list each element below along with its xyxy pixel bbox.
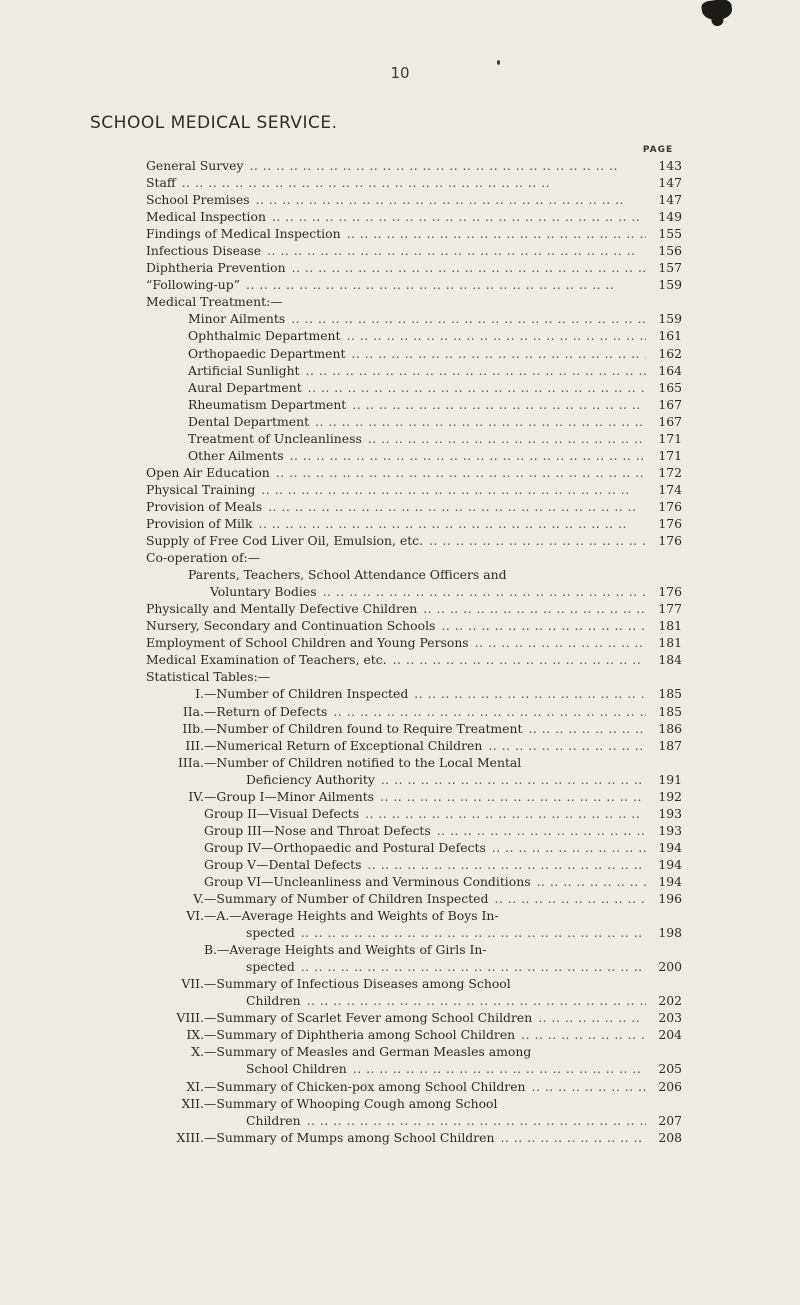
dot-leader	[347, 1060, 646, 1077]
toc-entry-title: Provision of Milk	[146, 515, 253, 531]
toc-entry-page: 176	[658, 498, 682, 514]
dot-leader	[362, 430, 646, 447]
dot-leader	[361, 856, 646, 873]
toc-entry-title: Employment of School Children and Young Persons	[146, 635, 469, 651]
dot-leader	[531, 1043, 646, 1060]
toc-entry-title: School Children	[246, 1061, 347, 1077]
toc-entry	[146, 566, 686, 583]
dot-leader	[522, 720, 646, 737]
toc-entry	[146, 464, 686, 481]
toc-entry-page	[646, 975, 686, 992]
toc-entry-number: IX.	[186, 1027, 204, 1043]
toc-entry-page: 167	[658, 396, 682, 412]
toc-entry	[146, 191, 686, 208]
toc-entry	[146, 242, 686, 259]
toc-entry-title: —Summary of Whooping Cough among School	[204, 1095, 498, 1111]
toc-entry	[146, 413, 686, 430]
dot-leader	[521, 754, 646, 771]
dot-leader	[341, 225, 646, 242]
toc-entry-number: VI.	[186, 908, 204, 924]
toc-entry-title: Physical Training	[146, 481, 256, 497]
toc-entry-number: V.	[193, 891, 204, 907]
dot-leader	[515, 1026, 646, 1043]
toc-entry-title: spected	[246, 925, 295, 941]
toc-entry-title: Rheumatism Department	[188, 396, 347, 412]
toc-entry-page: 202	[658, 993, 682, 1009]
toc-entry	[146, 1078, 686, 1095]
toc-entry-title: Dental Department	[188, 413, 310, 429]
toc-entry-number: XIII.	[176, 1129, 204, 1145]
toc-entry-title: —Summary of Infectious Diseases among School	[204, 976, 511, 992]
toc-entry-page: 155	[658, 226, 682, 242]
page-column-header: PAGE	[642, 145, 674, 155]
toc-entry-title: Children	[246, 1112, 301, 1128]
toc-entry	[146, 771, 686, 788]
dot-leader	[532, 1009, 646, 1026]
toc-entry	[146, 1060, 686, 1077]
toc-entry-page: 177	[658, 601, 682, 617]
dot-leader	[526, 1078, 646, 1095]
table-of-contents	[146, 157, 686, 1146]
toc-entry-title: Children	[246, 993, 301, 1009]
dot-leader	[317, 583, 646, 600]
toc-entry-number: X.	[191, 1044, 204, 1060]
dot-leader	[253, 515, 647, 532]
toc-entry-title: Treatment of Uncleanliness	[188, 430, 362, 446]
toc-entry-page: 156	[658, 243, 682, 259]
toc-entry-page: 176	[658, 515, 682, 531]
toc-entry	[146, 447, 686, 464]
toc-entry-title: Group II—Visual Defects	[204, 805, 360, 821]
page-number: 10	[390, 64, 410, 82]
toc-entry-number: IIIa.	[177, 754, 204, 770]
dot-leader	[435, 617, 646, 634]
toc-entry	[146, 856, 686, 873]
toc-entry	[146, 481, 686, 498]
toc-entry-page: 143	[658, 158, 682, 173]
dot-leader	[531, 873, 646, 890]
toc-entry-title: Artificial Sunlight	[188, 362, 300, 378]
dot-leader	[261, 242, 646, 259]
toc-entry	[146, 430, 686, 447]
toc-entry-title: spected	[246, 959, 295, 975]
toc-entry-page: 184	[658, 652, 682, 668]
dot-leader	[301, 1112, 646, 1129]
toc-entry-title: —Return of Defects	[204, 703, 328, 719]
dot-leader	[486, 839, 646, 856]
toc-entry-page: 185	[658, 703, 682, 719]
toc-entry	[146, 1095, 686, 1112]
dot-leader	[250, 191, 646, 208]
toc-entry-page: 165	[658, 379, 682, 395]
toc-entry-page	[646, 549, 686, 566]
dot-leader	[309, 413, 646, 430]
toc-entry	[146, 822, 686, 839]
toc-entry-page: 194	[658, 839, 682, 855]
toc-entry-title: Physically and Mentally Defective Children	[146, 601, 418, 617]
toc-entry	[146, 208, 686, 225]
toc-entry	[146, 1112, 686, 1129]
toc-entry-page: 176	[658, 584, 682, 600]
toc-entry-page: 171	[658, 447, 682, 463]
toc-entry-page: 187	[658, 737, 682, 753]
dot-leader	[359, 805, 646, 822]
toc-entry	[146, 327, 686, 344]
toc-entry-page: 159	[658, 311, 682, 327]
toc-entry-title: —Number of Children Inspected	[204, 686, 409, 702]
toc-entry-title: Nursery, Secondary and Continuation Schools	[146, 618, 436, 634]
toc-entry-title: —Summary of Mumps among School Children	[204, 1129, 495, 1145]
dot-leader	[286, 259, 646, 276]
dot-leader	[469, 634, 646, 651]
toc-entry	[146, 498, 686, 515]
toc-entry-number: VIII.	[176, 1010, 204, 1026]
toc-entry-page: 194	[658, 873, 682, 889]
toc-entry-page: 203	[658, 1010, 682, 1026]
dot-leader	[284, 447, 646, 464]
toc-entry-page: 172	[658, 464, 682, 480]
dot-leader	[266, 208, 646, 225]
toc-entry-number: IV.	[188, 788, 204, 804]
toc-entry-page: 196	[658, 891, 682, 907]
toc-entry-page: 147	[658, 192, 682, 208]
toc-entry-page: 176	[658, 533, 682, 549]
dot-leader	[346, 396, 646, 413]
toc-entry-page: 194	[658, 856, 682, 872]
toc-entry-title: Staff	[146, 175, 176, 191]
toc-entry-title: Voluntary Bodies	[210, 584, 317, 600]
toc-entry-page: 181	[658, 618, 682, 634]
toc-entry-title: Ophthalmic Department	[188, 328, 341, 344]
toc-entry-title: —Group I—Minor Ailments	[204, 788, 375, 804]
toc-entry-page: 174	[658, 481, 682, 497]
toc-entry-title: —Summary of Diphtheria among School Children	[204, 1027, 516, 1043]
toc-entry-title: Group III—Nose and Throat Defects	[204, 822, 431, 838]
toc-entry	[146, 174, 686, 191]
dot-leader	[497, 1095, 646, 1112]
toc-entry	[146, 754, 686, 771]
toc-entry-title: Supply of Free Cod Liver Oil, Emulsion, etc.	[146, 533, 424, 549]
toc-entry	[146, 259, 686, 276]
toc-entry	[146, 703, 686, 720]
toc-entry-page	[646, 1043, 686, 1060]
toc-entry	[146, 396, 686, 413]
toc-entry	[146, 225, 686, 242]
toc-entry-number: VII.	[181, 976, 204, 992]
toc-entry	[146, 651, 686, 668]
dot-leader	[176, 174, 646, 191]
dot-leader	[295, 924, 646, 941]
toc-entry	[146, 617, 686, 634]
toc-entry-title: Medical Treatment:—	[146, 294, 283, 310]
toc-entry-title: —Number of Children found to Require Treatment	[204, 720, 523, 736]
dot-leader	[301, 992, 646, 1009]
toc-entry-page: 200	[658, 959, 682, 975]
dot-leader	[487, 941, 646, 958]
toc-entry-title: Infectious Disease	[146, 243, 262, 259]
toc-entry-page	[646, 1095, 686, 1112]
toc-entry-page: 164	[658, 362, 682, 378]
dot-leader	[507, 566, 646, 583]
toc-entry-number: XII.	[181, 1095, 204, 1111]
toc-entry-page: 161	[658, 328, 682, 344]
dot-leader	[375, 771, 646, 788]
toc-entry	[146, 634, 686, 651]
toc-entry-page: 208	[658, 1129, 682, 1145]
toc-entry-title: Parents, Teachers, School Attendance Officers and	[188, 567, 507, 583]
toc-entry-page: 193	[658, 822, 682, 838]
dot-leader	[511, 975, 646, 992]
toc-entry-title: Group IV—Orthopaedic and Postural Defects	[204, 839, 486, 855]
toc-entry-title: School Premises	[146, 192, 250, 208]
dot-leader	[341, 327, 647, 344]
toc-entry	[146, 685, 686, 702]
toc-entry	[146, 924, 686, 941]
toc-entry-number: IIa.	[182, 703, 204, 719]
toc-entry-page	[646, 668, 686, 685]
dot-leader	[494, 1129, 646, 1146]
toc-entry-title: Deficiency Authority	[246, 771, 375, 787]
toc-entry-title: Orthopaedic Department	[188, 345, 346, 361]
dot-leader	[260, 549, 646, 566]
toc-entry-page: 167	[658, 413, 682, 429]
toc-entry-title: B.—Average Heights and Weights of Girls In-	[204, 942, 487, 958]
toc-entry-page: 147	[658, 175, 682, 191]
toc-entry	[146, 345, 686, 362]
toc-entry-title: —Summary of Measles and German Measles among	[204, 1044, 532, 1060]
dot-leader	[243, 157, 646, 174]
toc-entry	[146, 583, 686, 600]
toc-entry-page: 162	[658, 345, 682, 361]
dot-leader	[431, 822, 646, 839]
toc-entry	[146, 600, 686, 617]
dot-leader	[499, 907, 646, 924]
toc-entry-title: —Numerical Return of Exceptional Children	[204, 737, 483, 753]
toc-entry	[146, 992, 686, 1009]
toc-entry	[146, 975, 686, 992]
toc-entry-title: Statistical Tables:—	[146, 669, 271, 685]
dot-leader	[488, 890, 646, 907]
toc-entry-page: 204	[658, 1027, 682, 1043]
toc-entry-title: Aural Department	[188, 379, 302, 395]
toc-entry	[146, 788, 686, 805]
toc-entry-number: I.	[195, 686, 204, 702]
toc-entry-title: Provision of Meals	[146, 498, 263, 514]
toc-entry	[146, 941, 686, 958]
toc-entry-title: Minor Ailments	[188, 311, 286, 327]
dot-leader	[482, 737, 646, 754]
toc-entry	[146, 839, 686, 856]
toc-entry-title: Medical Examination of Teachers, etc.	[146, 652, 387, 668]
toc-entry-page: 192	[658, 788, 682, 804]
dot-leader	[417, 600, 646, 617]
toc-entry	[146, 668, 686, 685]
dot-leader	[262, 498, 646, 515]
toc-entry	[146, 1026, 686, 1043]
toc-entry	[146, 1043, 686, 1060]
dot-leader	[240, 276, 646, 293]
toc-entry-page	[646, 907, 686, 924]
toc-entry-page: 198	[658, 925, 682, 941]
toc-entry	[146, 1129, 686, 1146]
toc-entry	[146, 907, 686, 924]
dot-leader	[295, 958, 646, 975]
toc-entry	[146, 276, 686, 293]
toc-entry-number: III.	[185, 737, 204, 753]
toc-entry-page: 193	[658, 805, 682, 821]
dot-leader	[255, 481, 646, 498]
toc-entry	[146, 805, 686, 822]
toc-entry-page: 185	[658, 686, 682, 702]
toc-entry-title: —Summary of Number of Children Inspected	[204, 891, 489, 907]
dot-leader	[327, 703, 646, 720]
toc-entry-page: 207	[658, 1112, 682, 1128]
dot-leader	[300, 362, 646, 379]
dot-leader	[285, 310, 646, 327]
toc-entry-title: Diphtheria Prevention	[146, 260, 286, 276]
toc-entry-page	[646, 293, 686, 310]
toc-entry	[146, 890, 686, 907]
toc-entry	[146, 720, 686, 737]
toc-entry-page: 206	[658, 1078, 682, 1094]
dot-leader	[408, 685, 646, 702]
toc-entry-title: “Following-up”	[146, 277, 241, 293]
dot-leader	[387, 651, 646, 668]
toc-entry-page	[646, 566, 686, 583]
toc-entry	[146, 958, 686, 975]
toc-entry-title: Other Ailments	[188, 447, 284, 463]
toc-entry-page: 181	[658, 635, 682, 651]
toc-entry-title: Co-operation of:—	[146, 550, 261, 566]
toc-entry-page	[646, 941, 686, 958]
dot-leader	[345, 345, 646, 362]
dot-leader	[423, 532, 646, 549]
toc-entry-title: Open Air Education	[146, 464, 270, 480]
toc-entry	[146, 549, 686, 566]
toc-entry-page: 205	[658, 1061, 682, 1077]
toc-entry	[146, 737, 686, 754]
toc-entry-number: IIb.	[182, 720, 204, 736]
toc-entry	[146, 362, 686, 379]
toc-entry-title: General Survey	[146, 158, 244, 173]
toc-entry	[146, 310, 686, 327]
toc-entry-page: 159	[658, 277, 682, 293]
dot-leader	[270, 464, 646, 481]
toc-entry-page	[646, 754, 686, 771]
toc-entry-title: Group VI—Uncleanliness and Verminous Conditions	[204, 873, 531, 889]
toc-entry	[146, 873, 686, 890]
toc-entry-page: 186	[658, 720, 682, 736]
section-title: SCHOOL MEDICAL SERVICE.	[90, 113, 338, 133]
toc-entry	[146, 293, 686, 310]
dot-leader	[283, 293, 646, 310]
toc-entry	[146, 379, 686, 396]
toc-entry-page: 157	[658, 260, 682, 276]
dot-leader	[270, 668, 646, 685]
toc-entry-title: Group V—Dental Defects	[204, 856, 362, 872]
toc-entry-title: —Number of Children notified to the Local Mental	[204, 754, 522, 770]
toc-entry-page: 149	[658, 209, 682, 225]
toc-entry-number: XI.	[186, 1078, 204, 1094]
toc-entry	[146, 515, 686, 532]
corner-mark	[701, 0, 733, 22]
toc-entry	[146, 532, 686, 549]
toc-entry-title: —A.—Average Heights and Weights of Boys In-	[204, 908, 499, 924]
toc-entry-title: Findings of Medical Inspection	[146, 226, 341, 242]
toc-entry-page: 191	[658, 771, 682, 787]
toc-entry-title: —Summary of Scarlet Fever among School Children	[204, 1010, 533, 1026]
toc-entry	[146, 1009, 686, 1026]
dot-leader	[374, 788, 646, 805]
toc-entry-title: —Summary of Chicken-pox among School Children	[204, 1078, 526, 1094]
dot-leader	[302, 379, 646, 396]
toc-entry	[146, 157, 686, 174]
toc-entry-title: Medical Inspection	[146, 209, 266, 225]
toc-entry-page: 171	[658, 430, 682, 446]
